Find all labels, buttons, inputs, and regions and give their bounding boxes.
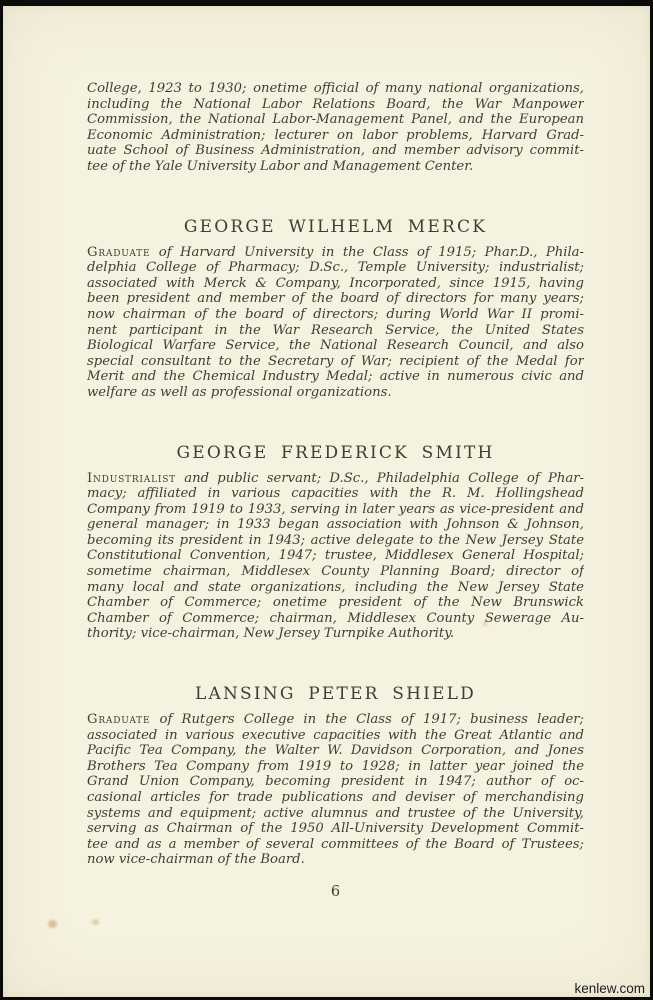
book-page bbox=[3, 6, 650, 997]
foxing-spot bbox=[48, 920, 57, 928]
entry-heading: LANSING PETER SHIELD bbox=[195, 684, 476, 705]
text-line: Graduate of Rutgers College in the Class of 1917; business leader; bbox=[87, 712, 584, 728]
entry-lansing-peter-shield bbox=[87, 684, 584, 868]
text-line: special consultant to the Secretary of War; recipient of the Medal for bbox=[87, 353, 584, 369]
text-line: College, 1923 to 1930; onetime official of many national organizations, bbox=[87, 81, 584, 96]
bio-paragraph bbox=[87, 712, 584, 868]
bio-paragraph bbox=[87, 471, 584, 643]
text-line: now vice-chairman of the Board. bbox=[87, 852, 305, 868]
text-line: serving as Chairman of the 1950 All-University Development Commit- bbox=[87, 821, 584, 837]
text-line: now chairman of the board of directors; during World War II promi- bbox=[87, 306, 584, 322]
text-line: delphia College of Pharmacy; D.Sc., Temple University; industrialist; bbox=[87, 260, 584, 276]
lead-small-caps: Industrialist bbox=[87, 470, 176, 486]
entry-heading: GEORGE WILHELM MERCK bbox=[183, 216, 488, 237]
foxing-spot bbox=[483, 622, 487, 626]
text-line: associated in various executive capacities with the Great Atlantic and bbox=[87, 727, 584, 743]
text-line: been president and member of the board of directors for many years; bbox=[87, 291, 584, 307]
text-line: Chamber of Commerce; onetime president of the New Brunswick bbox=[87, 595, 584, 611]
lead-small-caps: Graduate bbox=[87, 712, 151, 728]
text-line: Pacific Tea Company, the Walter W. Davidson Corporation, and Jones bbox=[87, 743, 584, 759]
text-line: Brothers Tea Company from 1919 to 1928; in latter year joined the bbox=[87, 758, 584, 774]
continued-entry-section bbox=[87, 81, 584, 175]
text-line: Grand Union Company, becoming president in 1947; author of oc- bbox=[87, 774, 584, 790]
text-line: many local and state organizations, including the New Jersey State bbox=[87, 579, 584, 595]
text-line: uate School of Business Administration, and member advisory commit- bbox=[87, 143, 584, 159]
text-line: becoming its president in 1943; active delegate to the New Jersey State bbox=[87, 532, 584, 548]
lead-small-caps: Graduate bbox=[87, 244, 151, 260]
text-line: tee and as a member of several committees of the Board of Trustees; bbox=[87, 836, 584, 852]
text-line: including the National Labor Relations Board, the War Manpower bbox=[87, 96, 584, 112]
foxing-spot bbox=[92, 919, 99, 925]
text-line: welfare as well as professional organizations. bbox=[87, 384, 392, 400]
text-line: Company from 1919 to 1933, serving in later years as vice-president and bbox=[87, 501, 584, 517]
text-line: sometime chairman, Middlesex County Planning Board; director of bbox=[87, 564, 584, 580]
text-line: macy; affiliated in various capacities with the R. M. Hollingshead bbox=[87, 486, 584, 502]
text-line: associated with Merck & Company, Incorporated, since 1915, having bbox=[87, 275, 584, 291]
text-line: Industrialist and public servant; D.Sc., Philadelphia College of Phar- bbox=[87, 470, 584, 486]
bio-paragraph bbox=[87, 245, 584, 401]
text-line: Constitutional Convention, 1947; trustee, Middlesex General Hospital; bbox=[87, 548, 584, 564]
text-line: Commission, the National Labor-Management Panel, and the European bbox=[87, 112, 584, 128]
text-line: casional articles for trade publications and deviser of merchandising bbox=[87, 790, 584, 805]
text-line: Economic Administration; lecturer on labor problems, Harvard Grad- bbox=[87, 127, 584, 143]
page-number: 6 bbox=[330, 883, 341, 900]
entry-george-frederick-smith bbox=[87, 443, 584, 643]
entry-heading: GEORGE FREDERICK SMITH bbox=[176, 442, 495, 463]
text-line: Merit and the Chemical Industry Medal; active in numerous civic and bbox=[87, 369, 584, 385]
watermark: kenlew.com bbox=[574, 981, 645, 996]
text-line: nent participant in the War Research Service, the United States bbox=[87, 322, 584, 338]
text-line: Chamber of Commerce; chairman, Middlesex County Sewerage Au- bbox=[87, 610, 584, 626]
text-line: thority; vice-chairman, New Jersey Turnpike Authority. bbox=[87, 626, 455, 642]
text-line: Biological Warfare Service, the National Research Council, and also bbox=[87, 338, 584, 354]
bio-paragraph bbox=[87, 81, 584, 175]
text-line: tee of the Yale University Labor and Management Center. bbox=[87, 158, 474, 174]
entry-george-wilhelm-merck bbox=[87, 217, 584, 401]
text-line: Graduate of Harvard University in the Class of 1915; Phar.D., Phila- bbox=[87, 244, 584, 260]
page-content bbox=[87, 6, 584, 901]
text-line: systems and equipment; active alumnus and trustee of the University, bbox=[87, 805, 584, 821]
text-line: general manager; in 1933 began association with Johnson & Johnson, bbox=[87, 517, 584, 533]
